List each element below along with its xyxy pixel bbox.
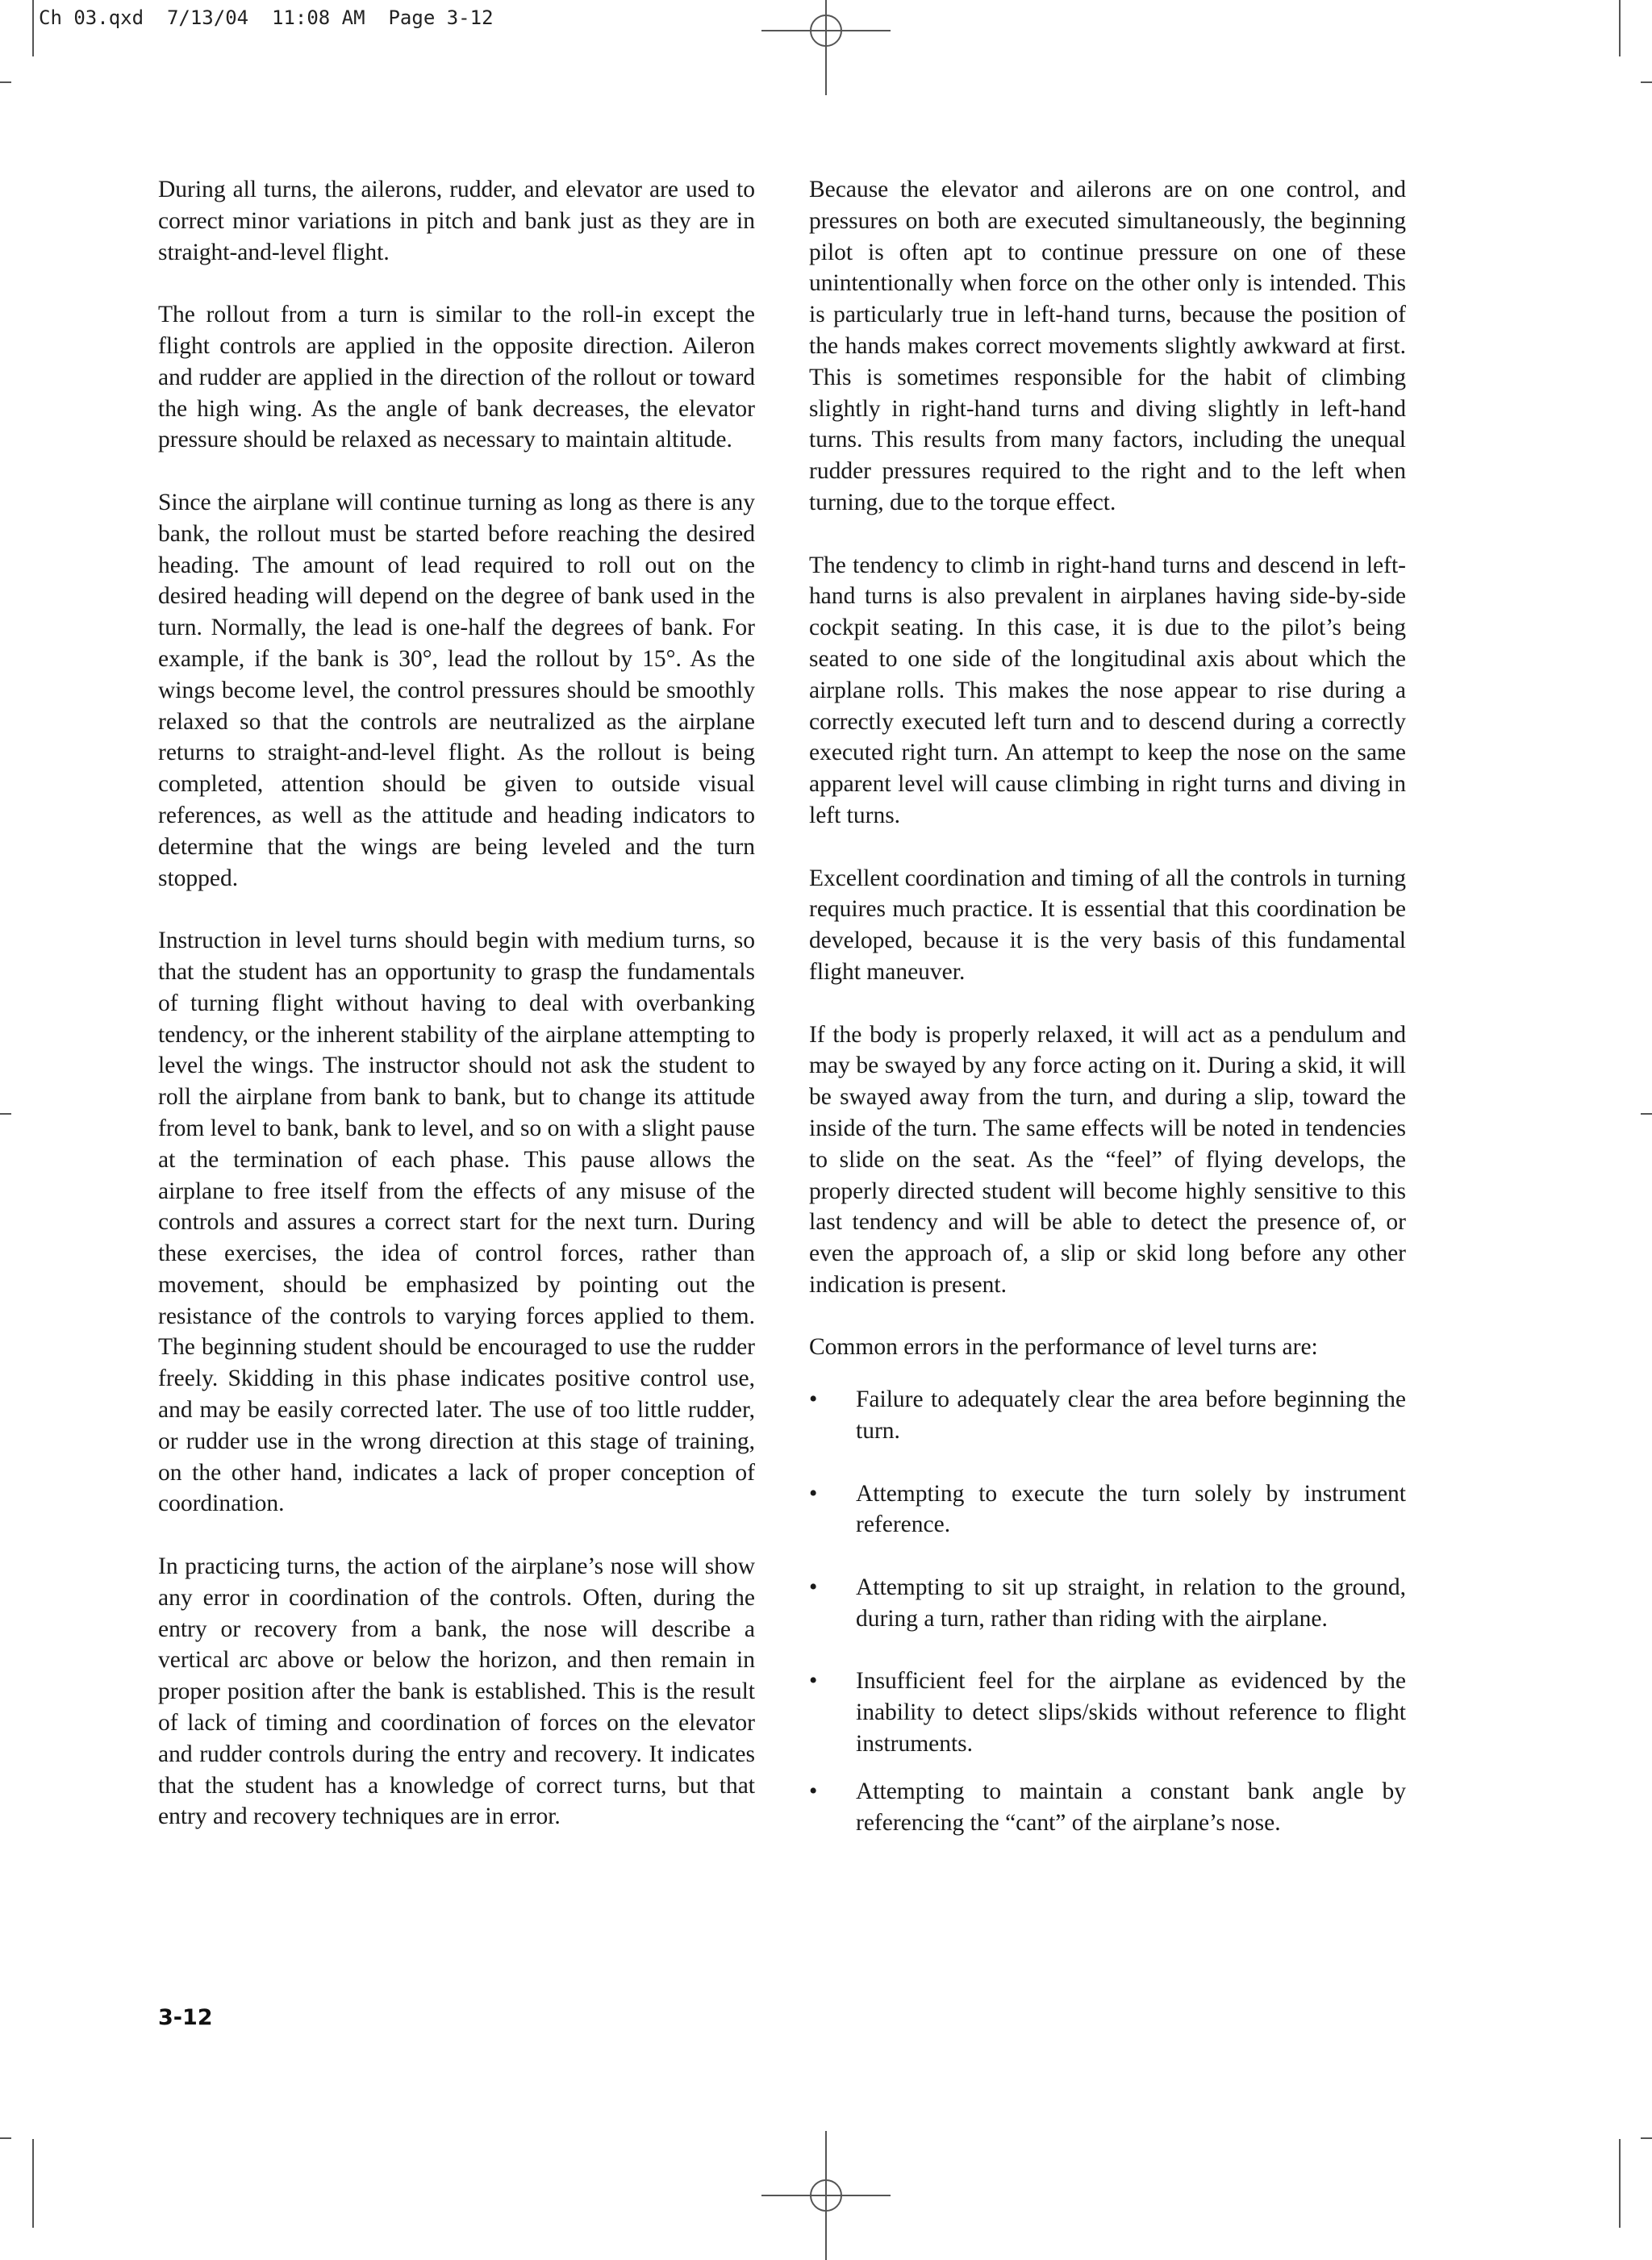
list-item (809, 1384, 1406, 1447)
list-item (809, 1776, 1406, 1839)
bullet-icon: • (809, 1668, 818, 1695)
tick-mark-right-middle (1641, 1113, 1652, 1115)
paragraph: The rollout from a turn is similar to the roll-in except the flight controls are applied in the opposite direction. Aileron and rudder are applied in the direction of the rollout or toward the high wing. As the angle of bank decreases, the elevator pressure should be relaxed as necessary to maintain altitude. (158, 302, 755, 453)
paragraph: Instruction in level turns should begin with medium turns, so that the student has an opportunity to grasp the fundamentals of turning flight without having to deal with overbanking tendency, or the inherent stability of the airplane attempting to level the wings. The instructor should not ask the student to roll the airplane from bank to bank, but to change its attitude from level to bank, bank to level, and so on with a slight pause at the termination of each phase. This pause allows the airplane to free itself from the effects of any misuse of the controls and assures a correct start for the next turn. During these exercises, the idea of control forces, rather than movement, should be emphasized by pointing out the resistance of the controls to varying forces applied to them. The beginning student should be encouraged to use the rudder freely. Skidding in this phase indicates positive control use, and may be easily corrected later. The use of too little rudder, or rudder use in the wrong direction at this stage of training, on the other hand, indicates a lack of proper conception of coordination. (158, 928, 755, 1517)
list-item (809, 1478, 1406, 1541)
bullet-icon: • (809, 1386, 818, 1413)
bullet-icon: • (809, 1574, 818, 1601)
crop-mark-top-right (1619, 0, 1621, 56)
tick-mark-right-top (1641, 81, 1652, 83)
list-item (809, 1666, 1406, 1759)
paragraph: Because the elevator and ailerons are on one control, and pressures on both are executed simultaneously, the beginning pilot is often apt to continue pressure on one of these unintentionally when force on the other only is intended. This is particularly true in left-hand turns, because the position of the hands makes correct movements slightly awkward at first. This is sometimes responsible for the habit of climbing slightly in right-hand turns and diving slightly in left-hand turns. This results from many factors, including the unequal rudder pressures required to the right and to the left when turning, due to the torque effect. (809, 177, 1406, 515)
tick-mark-left-middle (0, 1113, 11, 1115)
paragraph: If the body is properly relaxed, it will act as a pendulum and may be swayed by any force acting on it. During a skid, it will be swayed away from the turn, and during a slip, toward the inside of the turn. The same effects will be noted in tendencies to slide on the seat. As the “feel” of flying develops, the properly directed student will become highly sensitive to this last tendency and will be able to detect the presence of, or even the approach of, a slip or skid long before any other indication is present. (809, 1021, 1406, 1298)
list-item-text: Failure to adequately clear the area before beginning the turn. (856, 1386, 1406, 1445)
tick-mark-left-bottom (0, 2137, 11, 2139)
list-item-text: Attempting to sit up straight, in relation to the ground, during a turn, rather than riding with the airplane. (856, 1574, 1406, 1632)
registration-mark-top (761, 0, 891, 95)
page-number: 3-12 (158, 2005, 213, 2030)
left-column (158, 174, 755, 1864)
registration-mark-bottom (761, 2131, 891, 2260)
crop-mark-top-left (32, 0, 34, 56)
tick-mark-left-top (0, 81, 11, 83)
list-item-text: Attempting to execute the turn solely by instrument reference. (856, 1480, 1406, 1538)
list-item-text: Insufficient feel for the airplane as evidenced by the inability to detect slips/skids without reference to flight instruments. (856, 1668, 1406, 1758)
crop-mark-bottom-left (32, 2139, 34, 2228)
paragraph: Excellent coordination and timing of all the controls in turning requires much practice. It is essential that this coordination be developed, because it is the very basis of this fundamental flight maneuver. (809, 865, 1406, 985)
common-errors-intro: Common errors in the performance of level turns are: (809, 1334, 1318, 1361)
paragraph: During all turns, the ailerons, rudder, and elevator are used to correct minor variations in pitch and bank just as they are in straight-and-level flight. (158, 177, 755, 265)
crop-mark-bottom-right (1619, 2139, 1621, 2228)
paragraph: In practicing turns, the action of the airplane’s nose will show any error in coordination of the controls. Often, during the entry or recovery from a bank, the nose will describe a vertical arc above or below the horizon, and then remain in proper position after the bank is established. This is the result of lack of timing and coordination of forces on the elevator and rudder controls during the entry and recovery. It indicates that the student has a knowledge of correct turns, but that entry and recovery techniques are in error. (158, 1553, 755, 1830)
common-errors-list (809, 1384, 1406, 1838)
list-item-text: Attempting to maintain a constant bank angle by referencing the “cant” of the airplane’s nose. (856, 1778, 1406, 1836)
paragraph: The tendency to climb in right-hand turns and descend in left-hand turns is also prevalent in airplanes having side-by-side cockpit seating. In this case, it is due to the pilot’s being seated to one side of the longitudinal axis about which the airplane rolls. This makes the nose appear to rise during a correctly executed left turn and to descend during a correctly executed right turn. An attempt to keep the nose on the same apparent level will cause climbing in right turns and diving in left turns. (809, 552, 1406, 828)
bullet-icon: • (809, 1778, 818, 1804)
right-column (809, 174, 1406, 1870)
bullet-icon: • (809, 1480, 818, 1507)
printer-slug-line: Ch 03.qxd 7/13/04 11:08 AM Page 3-12 (39, 6, 494, 29)
list-item (809, 1572, 1406, 1635)
paragraph: Since the airplane will continue turning as long as there is any bank, the rollout must be started before reaching the desired heading. The amount of lead required to roll out on the desired heading will depend on the degree of bank used in the turn. Normally, the lead is one-half the degrees of bank. For example, if the bank is 30°, lead the rollout by 15°. As the wings become level, the control pressures should be smoothly relaxed so that the controls are neutralized as the airplane returns to straight-and-level flight. As the rollout is being completed, attention should be given to outside visual references, as well as the attitude and heading indicators to determine that the wings are being leveled and the turn stopped. (158, 489, 755, 891)
tick-mark-right-bottom (1641, 2137, 1652, 2139)
